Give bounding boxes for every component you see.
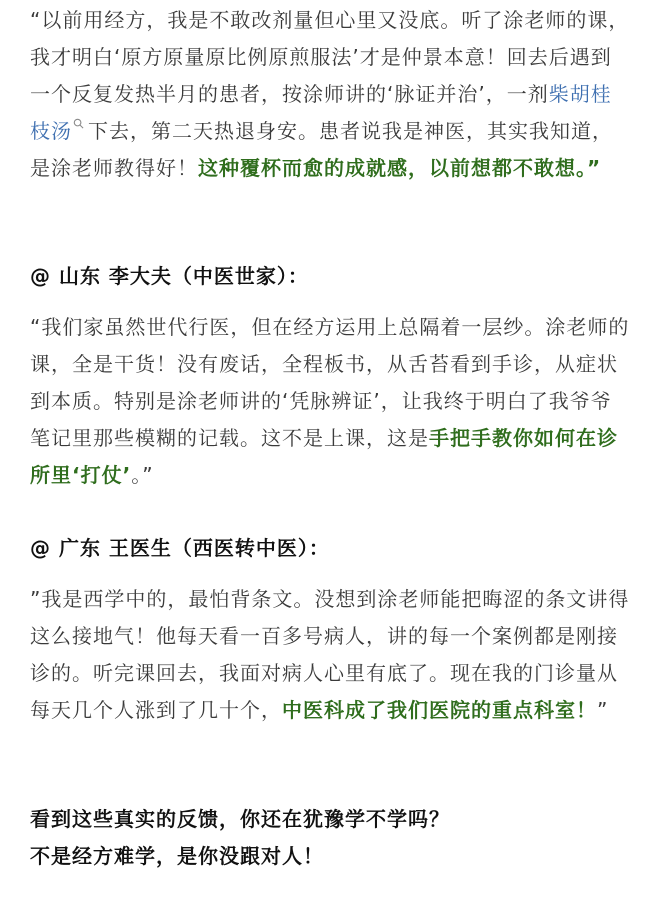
search-icon[interactable] <box>73 118 84 129</box>
testimonial-author-2: @ 山东 李大夫（中医世家）： <box>30 264 309 288</box>
closing-line-1: 看到这些真实的反馈，你还在犹豫学不学吗？ <box>30 807 450 831</box>
testimonial-3-text-a: ”我是西学中的，最怕背条文。没想到涂老师能把晦涩的条文讲得这么接地气！他每天看一百多号病人，讲的每一个案例都是刚接诊的。听完课回去，我面对病人心里有底了。现在我的门诊量从每天几个人涨到了几十个， <box>30 587 630 722</box>
testimonial-1-text-a: “以前用经方，我是不敢改剂量但心里又没底。听了涂老师的课，我才明白‘原方原量原比例原煎服法’才是仲景本意！回去后遇到一个反复发热半月的患者，按涂师讲的‘脉证并治’，一剂 <box>30 8 630 106</box>
testimonial-author-3: @ 广东 王医生（西医转中医）： <box>30 536 330 560</box>
herb-formula-link[interactable]: 柴胡桂枝汤 <box>30 82 612 143</box>
testimonial-3-text-b: ” <box>597 698 609 722</box>
testimonial-quote-3 <box>30 581 630 729</box>
testimonial-2-highlight: 手把手教你如何在诊所里‘打仗’ <box>30 426 618 487</box>
testimonial-quote-1 <box>30 2 630 187</box>
testimonial-2-text-a: “我们家虽然世代行医，但在经方运用上总隔着一层纱。涂老师的课，全是干货！没有废话，全程板书，从舌苔看到手诊，从症状到本质。特别是涂老师讲的‘凭脉辨证’，让我终于明白了我爷爷笔记里那些模糊的记载。这不是上课，这是 <box>30 315 630 450</box>
closing-line-2: 不是经方难学，是你没跟对人！ <box>30 844 324 868</box>
testimonial-quote-2 <box>30 309 630 494</box>
testimonial-1-text-b: 下去，第二天热退身安。患者说我是神医，其实我知道，是涂老师教得好！ <box>30 119 613 180</box>
testimonial-1-highlight: 这种覆杯而愈的成就感，以前想都不敢想。” <box>198 156 602 180</box>
testimonial-3-highlight: 中医科成了我们医院的重点科室！ <box>282 698 597 722</box>
testimonial-2-text-b: 。” <box>131 463 154 487</box>
closing-callout <box>30 801 450 875</box>
